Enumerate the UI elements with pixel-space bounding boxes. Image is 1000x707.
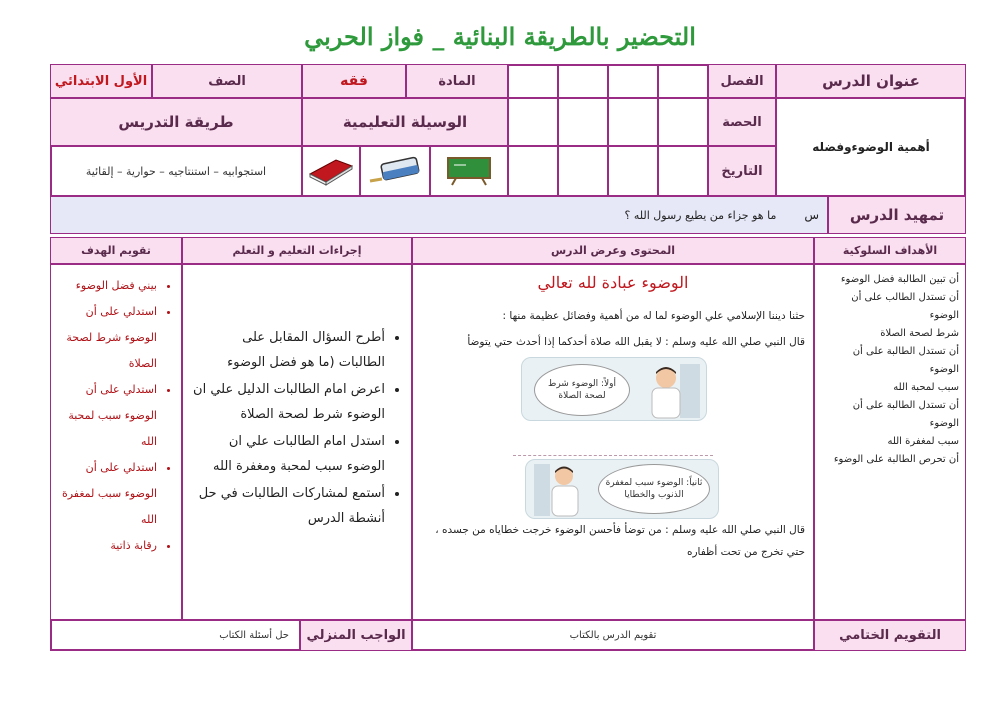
content-title: الوضوء عبادة لله تعالي	[537, 273, 689, 292]
bubble-text-1: أولاً: الوضوء شرط لصحة الصلاة	[534, 364, 630, 416]
objective-line: أن تحرص الطالبة على الوضوء	[833, 454, 959, 465]
illustration-prayer-condition	[521, 357, 707, 421]
bubble-text-2: ثانياً: الوضوء سبب لمغفرة الذنوب والخطايا	[598, 464, 710, 514]
lesson-title-value: أهمية الوضوءوفضله	[776, 98, 966, 196]
homework-value: حل أسئلة الكتاب	[50, 620, 300, 651]
content-hadith-2: قال النبي صلي الله عليه وسلم : من توضأ فأحسن الوضوء خرجت خطاياه من جسده ،	[435, 524, 805, 536]
book-icon	[306, 156, 356, 186]
chalkboard-icon	[446, 156, 492, 186]
period-label: الحصة	[708, 98, 776, 146]
blank-cell	[508, 146, 558, 196]
procedure-step: • اعرض امام الطالبات الدليل علي ان الوضوء شرط لصحة الصلاة	[193, 377, 385, 427]
blank-cell	[658, 146, 708, 196]
objective-line: سبب لمحبة الله	[893, 382, 959, 393]
subject-value: فقه	[302, 64, 406, 98]
eraser-icon	[368, 155, 422, 187]
intro-question: ما هو جزاء من يطيع رسول الله ؟	[624, 208, 777, 222]
grade-label: الصف	[152, 64, 302, 98]
content-hadith-2-cont: حتي تخرج من تحت أظفاره	[686, 546, 805, 558]
chapter-label: الفصل	[708, 64, 776, 98]
illustration-forgiveness	[525, 459, 719, 519]
blank-cell	[658, 98, 708, 146]
aids-label: الوسيلة التعليمية	[302, 98, 508, 146]
objective-line: سبب لمغفرة الله	[887, 436, 959, 447]
objective-line: شرط لصحة الصلاة	[880, 328, 959, 339]
evaluation-header: تقويم الهدف	[50, 237, 182, 264]
blank-cell	[658, 64, 708, 98]
blank-cell	[608, 98, 658, 146]
procedures-header: إجراءات التعليم و التعلم	[182, 237, 412, 264]
blank-cell	[508, 98, 558, 146]
objective-line: أن تستدل الطالبة على أن الوضوء	[852, 400, 959, 429]
blank-cell	[608, 64, 658, 98]
date-label: التاريخ	[708, 146, 776, 196]
child-washing-icon	[640, 362, 704, 420]
page-title: التحضير بالطريقة البنائية _ فواز الحربي	[304, 22, 696, 51]
blank-cell	[558, 146, 608, 196]
blank-cell	[558, 98, 608, 146]
blank-cell	[558, 64, 608, 98]
objective-line: أن تبين الطالبة فضل الوضوء	[840, 274, 959, 285]
procedure-step: • استدل امام الطالبات علي ان الوضوء سبب لمحبة ومغفرة الله	[193, 429, 385, 479]
intro-question-row	[50, 196, 828, 234]
blank-cell	[508, 64, 558, 98]
content-paragraph: حثنا ديننا الإسلامي علي الوضوء لما له من أهمية وفضائل عظيمة منها :	[502, 310, 805, 322]
procedure-step: • أستمع لمشاركات الطالبات في حل أنشطة الدرس	[193, 481, 385, 531]
objective-line: أن تستدل الطالبة على أن الوضوء	[852, 346, 959, 375]
content-column	[412, 264, 814, 620]
homework-label: الواجب المنزلي	[300, 620, 412, 651]
final-eval-label: التقويم الختامي	[814, 620, 966, 651]
procedures-column	[182, 264, 412, 620]
procedure-step: • أطرح السؤال المقابل على الطالبات (ما هو فضل الوضوء	[193, 325, 385, 375]
subject-label: المادة	[406, 64, 508, 98]
evaluation-item: • رقابة ذاتية	[57, 533, 157, 559]
lesson-title-label: عنوان الدرس	[776, 64, 966, 98]
blank-cell	[608, 146, 658, 196]
final-eval-value: تقويم الدرس بالكتاب	[412, 620, 814, 651]
content-hadith-1: قال النبي صلي الله عليه وسلم : لا يقبل الله صلاة أحدكما إذا أحدث حتي يتوضأ	[467, 336, 805, 348]
divider-line	[513, 455, 713, 456]
objectives-column	[814, 264, 966, 620]
intro-q-prefix: س	[804, 208, 819, 222]
content-header: المحتوى وعرض الدرس	[412, 237, 814, 264]
aid-eraser-cell	[360, 146, 430, 196]
evaluation-item: • استدلي على أن الوضوء سبب لمغفرة الله	[57, 455, 157, 533]
method-label: طريقة التدريس	[50, 98, 302, 146]
method-value: استجوابيه – استنتاجيه – حوارية – إلقائية	[50, 146, 302, 196]
evaluation-item: • استدلي على أن الوضوء شرط لصحة الصلاة	[57, 299, 157, 377]
aid-book-cell	[302, 146, 360, 196]
aid-board-cell	[430, 146, 508, 196]
objective-line: أن تستدل الطالب على أن الوضوء	[851, 292, 959, 321]
evaluation-column	[50, 264, 182, 620]
child-ablution-icon	[532, 462, 588, 518]
grade-value: الأول الابتدائي	[50, 64, 152, 98]
intro-label: تمهيد الدرس	[828, 196, 966, 234]
evaluation-item: • بيني فضل الوضوء	[57, 273, 157, 299]
objectives-header: الأهداف السلوكية	[814, 237, 966, 264]
evaluation-item: • استدلي على أن الوضوء سبب لمحبة الله	[57, 377, 157, 455]
